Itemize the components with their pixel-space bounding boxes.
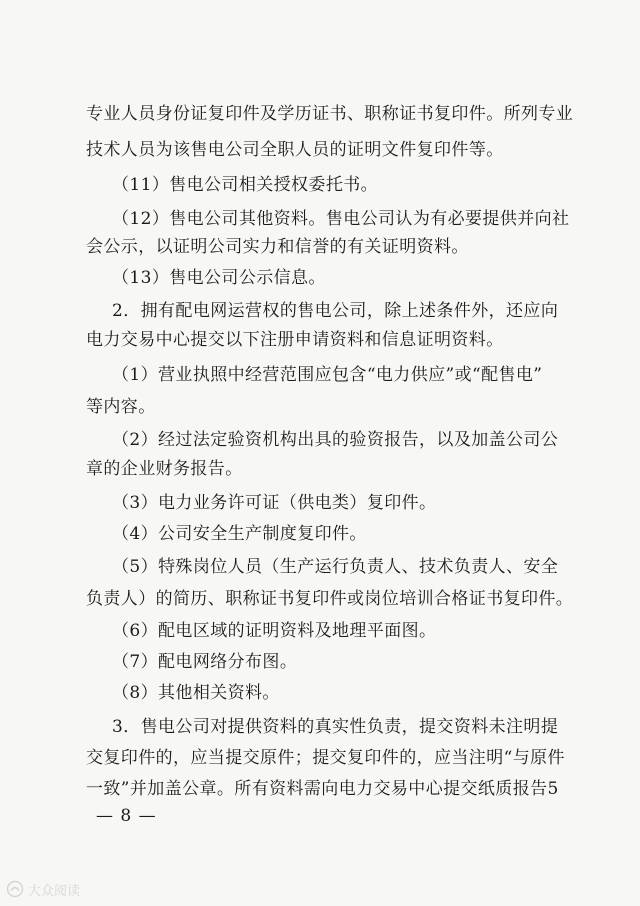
page-number: — 8 —	[96, 806, 157, 826]
text-line: （3）电力业务许可证（供电类）复印件。	[112, 493, 437, 513]
watermark	[6, 878, 80, 900]
text-line: 专业人员身份证复印件及学历证书、职称证书复印件。所列专业	[86, 104, 574, 124]
watermark-logo-icon	[6, 880, 24, 898]
text-line: （12）售电公司其他资料。售电公司认为有必要提供并向社	[112, 209, 570, 229]
text-line: 电力交易中心提交以下注册申请资料和信息证明资料。	[86, 330, 504, 350]
text-line: 交复印件的，应当提交原件；提交复印件的，应当注明“与原件	[86, 748, 565, 768]
text-line: 章的企业财务报告。	[86, 459, 243, 479]
text-line: 一致”并加盖公章。所有资料需向电力交易中心提交纸质报告5	[86, 779, 559, 799]
text-line: （6）配电区域的证明资料及地理平面图。	[112, 621, 437, 641]
text-line: （1）营业执照中经营范围应包含“电力供应”或“配售电”	[112, 365, 543, 385]
text-line: 会公示，以证明公司实力和信誉的有关证明资料。	[86, 237, 469, 257]
text-line: 3．售电公司对提供资料的真实性负责，提交资料未注明提	[112, 717, 559, 737]
text-line: （11）售电公司相关授权委托书。	[112, 175, 379, 195]
text-line: （5）特殊岗位人员（生产运行负责人、技术负责人、安全	[112, 557, 559, 577]
text-line: （2）经过法定验资机构出具的验资报告，以及加盖公司公	[112, 430, 559, 450]
text-line: 负责人）的简历、职称证书复印件或岗位培训合格证书复印件。	[86, 589, 574, 609]
text-line: （4）公司安全生产制度复印件。	[112, 524, 367, 544]
text-line: 等内容。	[86, 397, 156, 417]
text-line: （7）配电网络分布图。	[112, 652, 298, 672]
text-line: 2．拥有配电网运营权的售电公司，除上述条件外，还应向	[112, 301, 559, 321]
text-line: （13）售电公司公示信息。	[112, 268, 326, 288]
text-line: 技术人员为该售电公司全职人员的证明文件复印件等。	[86, 140, 504, 160]
watermark-text: 大众阅读	[28, 883, 81, 899]
text-line: （8）其他相关资料。	[112, 683, 280, 703]
